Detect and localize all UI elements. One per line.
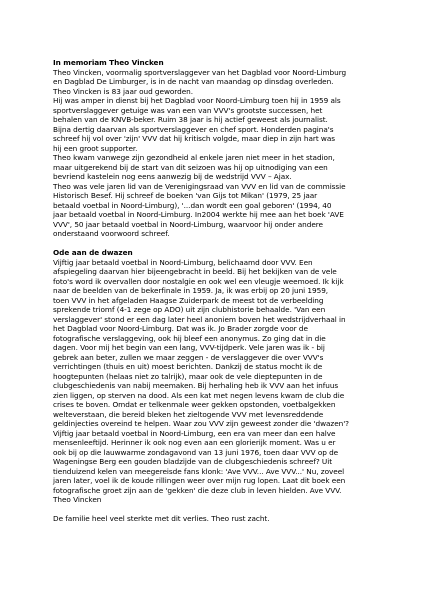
- text-line: behalen van de KNVB-beker. Ruim 38 jaar is hij actief geweest als journalist.: [53, 115, 328, 124]
- text-line: geldinjecties overeind te helpen. Waar zou VVV zijn geweest zonder die 'dwazen'?: [53, 419, 350, 428]
- text-line: naar de beelden van de bekerfinale in 1959. Ja, ik was erbij op 20 juni 1959,: [53, 286, 329, 295]
- text-line: en Dagblad De Limburger, is in de nacht van maandag op dinsdag overleden.: [53, 77, 334, 86]
- text-line: VVV', 50 jaar betaald voetbal in Noord-Limburg, waarvoor hij onder andere: [53, 219, 323, 229]
- text-line: Theo Vincken, voormalig sportverslaggever van het Dagblad voor Noord-Limburg: [53, 67, 347, 77]
- text-line: foto's word ik overvallen door nostalgie en ook wel een vleugje weemoed. Ik kijk: [53, 276, 344, 286]
- text-line: verrichtingen (thuis en uit) moest berichten. Dankzij de status mocht ik de: [53, 362, 323, 371]
- ode-heading: Ode aan de dwazen: [53, 248, 133, 257]
- text-line: schreef hij vol over 'zijn' VVV dat hij kritisch volgde, maar diep in zijn hart was: [53, 134, 336, 143]
- text-line: hoogtepunten (helaas niet zo talrijk), maar ook de vele dieptepunten in de: [53, 371, 323, 381]
- text-line: fotografische groet zijn aan de 'gekken' die deze club in leven hielden. Ave VVV.: [53, 485, 342, 495]
- text-line: ook bij op die lauwwarme zondagavond van 13 juni 1976, toen daar VVV op de: [53, 447, 339, 457]
- text-line: Vijftig jaar betaald voetbal in Noord-Limburg, een era van meer dan een halve: [53, 428, 336, 438]
- text-line: welteverstaan, die bereid bleken het zieltogende VVV met levensreddende: [53, 409, 324, 419]
- text-line: betaald voetbal in Noord-Limburg), '...dan wordt een goal geboren' (1994, 40: [53, 200, 332, 210]
- text-line: dagen. Voor mij het begin van een lang, VVV-tijdperk. Vele jaren was ik - bij: [53, 343, 325, 352]
- text-line: toen VVV in het afgeladen Haagse Zuiderpark de meest tot de verbeelding: [53, 295, 324, 305]
- memoriam-paragraph-3: [53, 153, 373, 182]
- paragraph-spacer: [53, 505, 373, 515]
- text-line: bevriend kastelein nog eens aanwezig bij de wedstrijd VVV – Ajax.: [53, 172, 292, 181]
- text-line: Historisch Besef. Hij schreef de boeken 'van Gijs tot Mikan' (1979, 25 jaar: [53, 191, 318, 200]
- closing-line: De familie heel veel sterkte met dit verlies. Theo rust zacht.: [53, 514, 270, 523]
- paragraph-spacer: [53, 239, 373, 249]
- text-line: crises te boven. Omdat er telkenmale weer gekken opstonden, voetbalgekken: [53, 400, 336, 409]
- text-line: sportverslaggever getuige was van een van VVV's grootste successen, het: [53, 105, 323, 115]
- text-line: mensenleeftijd. Herinner ik ook nog even aan een glorierijk moment. Was u er: [53, 438, 336, 447]
- text-line: Bijna dertig daarvan als sportverslaggever en chef sport. Honderden pagina's: [53, 124, 334, 134]
- text-line: Hij was amper in dienst bij het Dagblad voor Noord-Limburg toen hij in 1959 als: [53, 96, 341, 105]
- text-line: Wageningse Berg een gouden bladzijde van de clubgeschiedenis schreef? Uit: [53, 457, 333, 466]
- text-line: jaar betaald voetbal in Noord-Limburg. In2004 werkte hij mee aan het boek 'AVE: [53, 210, 344, 219]
- text-line: verslaggever' stond er een dag later heel anoniem boven het wedstrijdverhaal in: [53, 314, 346, 324]
- text-line: afspiegeling daarvan hier bijeengebracht in beeld. Bij het bekijken van de vele: [53, 267, 337, 276]
- text-line: sprekende triomf (4-1 zege op ADO) uit zijn clubhistorie behaalde. 'Van een: [53, 305, 326, 314]
- ode-paragraph: [53, 258, 373, 505]
- text-line: Theo Vincken is 83 jaar oud geworden.: [53, 86, 193, 96]
- text-line: Theo kwam vanwege zijn gezondheid al enkele jaren niet meer in het stadion,: [53, 153, 335, 162]
- text-line: fotografische verslaggeving, ook hij bleef een anonymus. Zo ging dat in die: [53, 333, 326, 343]
- text-line: onderstaand voorwoord schreef.: [53, 229, 170, 238]
- memoriam-heading: In memoriam Theo Vincken: [53, 58, 164, 67]
- memoriam-paragraph-4: [53, 182, 373, 239]
- text-line: gebrek aan beter, zullen we maar zeggen - de verslaggever die over VVV's: [53, 352, 324, 362]
- text-line: clubgeschiedenis van nabij meemaken. Bij herhaling heb ik VVV aan het infuus: [53, 381, 339, 390]
- text-line: Theo was vele jaren lid van de Verenigingsraad van VVV en lid van de commissie: [53, 181, 346, 191]
- memoriam-paragraph-2: [53, 96, 373, 153]
- text-line: jaren later, voel ik de koude rillingen weer over mijn rug lopen. Laat dit boek een: [53, 476, 346, 485]
- text-line: Vijftig jaar betaald voetbal in Noord-Limburg, belichaamd door VVV. Een: [53, 257, 313, 267]
- memoriam-paragraph-1: [53, 68, 373, 97]
- text-line: zien liggen, op sterven na dood. Als een kat met negen levens kwam de club die: [53, 390, 345, 400]
- document-body: [53, 58, 373, 524]
- text-line: maar uitgerekend bij de start van dit seizoen was hij op uitnodiging van een: [53, 162, 328, 172]
- text-line: het Dagblad voor Noord-Limburg. Dat was ik. Jo Brader zorgde voor de: [53, 324, 308, 333]
- text-line: tienduizend kelen van meegereisde fans klonk: 'Ave VVV... Ave VVV...' Nu, zoveel: [53, 466, 345, 476]
- text-line: hij een groot supporter.: [53, 143, 138, 153]
- signature-line: Theo Vincken: [53, 495, 102, 504]
